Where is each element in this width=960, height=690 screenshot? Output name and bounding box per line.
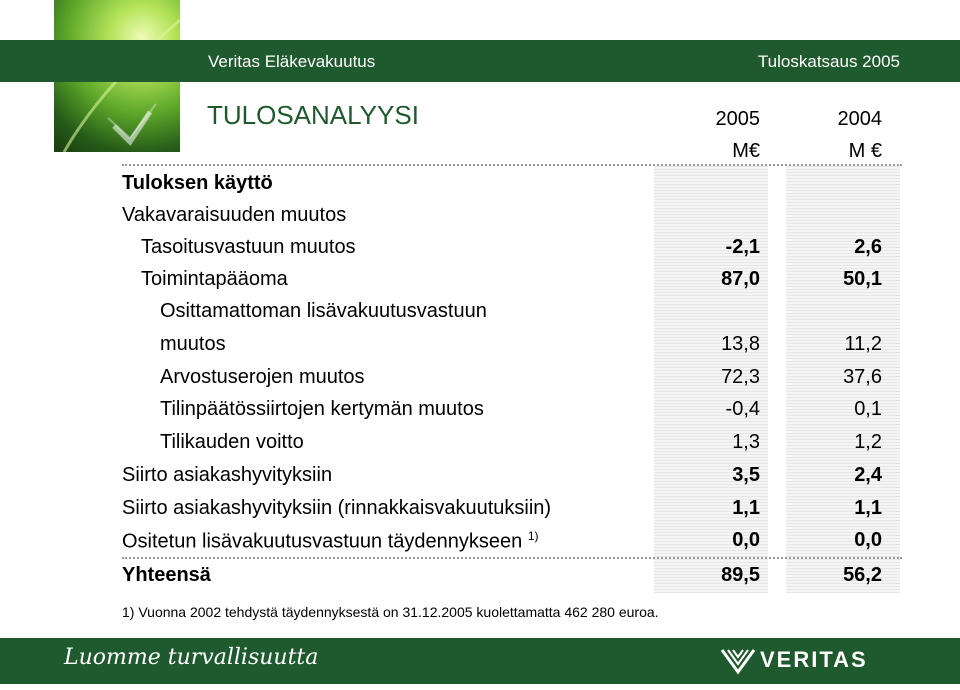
column-unit-2005: M€ [732, 140, 760, 162]
row-label-text: Ositetun lisävakuutusvastuun täydennykseen [122, 530, 523, 553]
table-row-total [0, 560, 960, 592]
value-2004: 1,1 [854, 497, 882, 519]
header-divider [122, 164, 902, 166]
page-title: TULOSANALYYSI [207, 100, 419, 130]
value-2005: 0,0 [732, 529, 760, 551]
footnote-marker: 1) [527, 529, 539, 543]
row-label: Arvostuserojen muutos [160, 366, 365, 388]
table-row [0, 200, 960, 232]
value-2005: -2,1 [725, 236, 760, 258]
value-2004: 0,0 [854, 529, 882, 551]
row-label: Tilikauden voitto [160, 431, 304, 453]
row-label: Yhteensä [122, 564, 211, 586]
veritas-logo-text: VERITAS [760, 647, 868, 672]
brand-name: Veritas Eläkevakuutus [208, 52, 376, 71]
row-label: Tuloksen käyttö [122, 172, 273, 194]
table-row [0, 329, 960, 361]
value-2005: 1,3 [732, 431, 760, 453]
value-2005: 89,5 [721, 564, 760, 586]
row-label: Tasoitusvastuun muutos [141, 236, 356, 258]
column-year-2005: 2005 [715, 108, 760, 130]
footnote: 1) Vuonna 2002 tehdystä täydennyksestä on 31.12.2005 kuolettamatta 462 280 euroa. [122, 604, 659, 620]
row-label: Tilinpäätössiirtojen kertymän muutos [160, 398, 484, 420]
value-2005: 72,3 [721, 366, 760, 388]
table-row [0, 168, 960, 200]
report-name: Tuloskatsaus 2005 [757, 52, 900, 71]
row-label: Toimintapääoma [141, 268, 288, 290]
value-2005: 87,0 [721, 268, 760, 290]
value-2004: 2,6 [854, 236, 882, 258]
value-2005: 3,5 [732, 464, 760, 486]
table-row [0, 264, 960, 296]
table-row [0, 232, 960, 264]
value-2004: 2,4 [854, 464, 882, 486]
value-2005: 1,1 [732, 497, 760, 519]
column-year-2004: 2004 [837, 108, 882, 130]
table-row [0, 460, 960, 492]
value-2005: 13,8 [721, 333, 760, 355]
row-label [122, 529, 538, 554]
column-unit-2004: M € [848, 140, 882, 162]
value-2004: 56,2 [843, 564, 882, 586]
table-row [0, 296, 960, 328]
value-2005: -0,4 [725, 398, 760, 420]
total-divider [122, 557, 902, 559]
veritas-logo-icon [720, 646, 756, 676]
table-row [0, 362, 960, 394]
value-2004: 50,1 [843, 268, 882, 290]
value-2004: 1,2 [854, 431, 882, 453]
table-row [0, 525, 960, 557]
table-row [0, 394, 960, 426]
value-2004: 37,6 [843, 366, 882, 388]
slogan: Luomme turvallisuutta [64, 645, 319, 670]
row-label: Siirto asiakashyvityksiin (rinnakkaisvakuutuksiin) [122, 497, 552, 519]
value-2004: 11,2 [844, 333, 882, 355]
row-label: Vakavaraisuuden muutos [122, 204, 347, 226]
table-row [0, 427, 960, 459]
row-label: Siirto asiakashyvityksiin [122, 464, 333, 486]
value-2004: 0,1 [854, 398, 882, 420]
table-row [0, 493, 960, 525]
row-label: muutos [160, 333, 226, 355]
row-label: Osittamattoman lisävakuutusvastuun [160, 300, 487, 322]
